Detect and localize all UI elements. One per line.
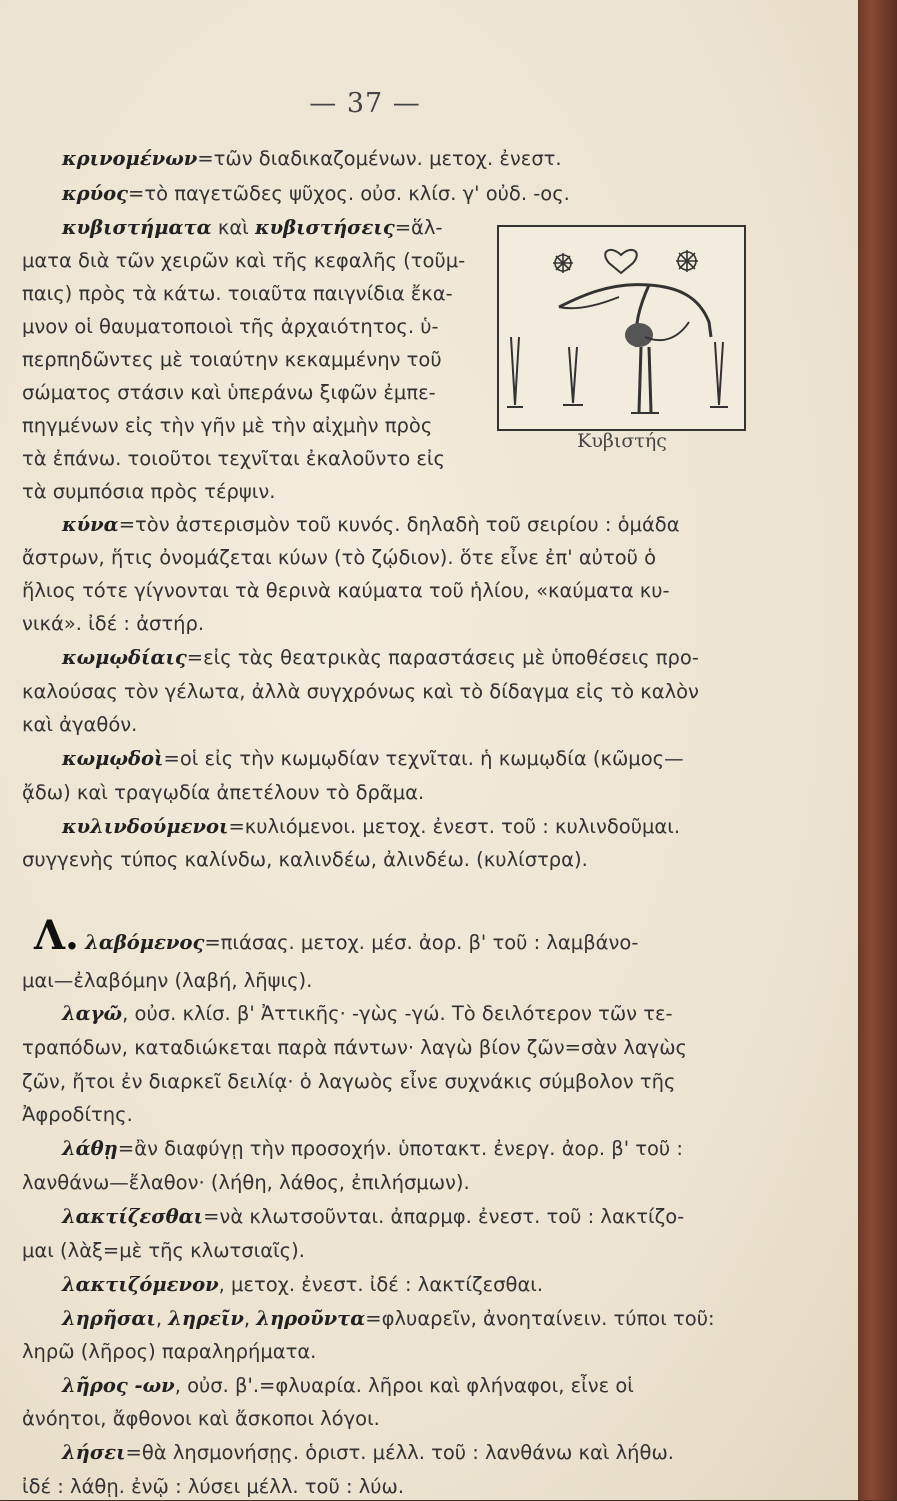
headword: λήσει [62,1441,126,1464]
text-line: λανθάνω—ἔλαθον· (λήθη, λάθος, ἐπιλήσμων). [22,1171,470,1194]
text-line: μνον οἱ θαυματοποιοὶ τῆς ἀρχαιότητος. ὑ- [22,315,439,338]
text-line: πηγμένων εἰς τὴν γῆν μὲ τὴν αἰχμὴν πρὸς [22,414,433,437]
text-line [62,1135,683,1163]
definition: =κυλιόμενοι. μετοχ. ἐνεστ. τοῦ : κυλινδοῦμαι. [228,815,681,838]
text-line [62,1000,673,1028]
headword: ληροῦντα [256,1307,366,1330]
text-line [62,813,680,841]
text-line: ἰδέ : λάθῃ. ἐνῷ : λύσει μέλλ. τοῦ : λύω. [22,1475,405,1498]
definition: =θὰ λησμονήσῃς. ὁριστ. μέλλ. τοῦ : λανθάνω καὶ λήθω. [125,1441,674,1464]
definition: , οὐσ. β'.=φλυαρία. λῆροι καὶ φλήναφοι, εἶνε οἱ [174,1374,634,1397]
text-line [62,145,562,173]
definition: =τὸ παγετῶδες ψῦχος. οὐσ. κλίσ. γ' οὐδ. -ος. [128,182,570,205]
headword: κρύος [62,182,128,205]
headword: λαγῶ [62,1002,123,1025]
text-line: μαι (λὰξ=μὲ τῆς κλωτσιαῖς). [22,1239,305,1262]
headword: ληρῆσαι [62,1307,156,1330]
text-line [62,1271,543,1299]
text-line: ἀνόητοι, ἄφθονοι καὶ ἄσκοποι λόγοι. [22,1407,380,1430]
text-line: ματα διὰ τῶν χειρῶν καὶ τῆς κεφαλῆς (τοῦμ- [22,249,466,272]
page-number: — 37 — [309,88,421,119]
text-line: Ἀφροδίτης. [22,1103,133,1126]
text-line: νικά». ἰδέ : ἀστήρ. [22,612,205,635]
star-icon [676,250,698,272]
definition: , μετοχ. ἐνεστ. ἰδέ : λακτίζεσθαι. [218,1273,544,1296]
definition: =οἱ εἰς τὴν κωμῳδίαν τεχνῖται. ἡ κωμῳδία (κῶμος— [163,747,684,770]
headword: λακτίζεσθαι [62,1205,204,1228]
text-line [62,1305,715,1333]
headword: λαβόμενος [85,931,205,954]
headword: λῆρος -ων [62,1374,175,1397]
heart-icon [605,250,637,273]
text-line [62,214,443,242]
text-line: μαι—ἐλαβόμην (λαβή, λῆψις). [22,969,313,992]
sword-icon [710,342,728,407]
text-line [62,745,684,773]
definition: =τὸν ἀστερισμὸν τοῦ κυνός. δηλαδὴ τοῦ σειρίου : ὁμάδα [118,513,680,536]
text-line: ἄστρων, ἥτις ὀνομάζεται κύων (τὸ ζῴδιον). ὅτε εἶνε ἐπ' αὐτοῦ ὁ [22,546,657,569]
text-line [62,180,570,208]
text-line [62,1439,674,1467]
definition: καὶ [211,216,255,239]
text-line: συγγενὴς τύπος καλίνδω, καλινδέω, ἀλινδέω. (κυλίστρα). [22,848,588,871]
text-line: ληρῶ (λῆρος) παραληρήματα. [22,1340,317,1363]
headword: λάθῃ [62,1137,118,1160]
headword: κύνα [62,513,119,536]
definition: , οὐσ. κλίσ. β' Ἀττικῆς· -γὼς -γώ. Τὸ δειλότερον τῶν τε- [122,1002,673,1025]
definition: =φλυαρεῖν, ἀνοηταίνειν. τύποι τοῦ: [365,1307,715,1330]
text-line: ᾄδω) καὶ τραγῳδία ἀπετέλουν τὸ δρᾶμα. [22,781,425,804]
headword: λακτιζόμενον [62,1273,219,1296]
definition: =ἂν διαφύγῃ τὴν προσοχήν. ὑποτακτ. ἐνεργ. ἀορ. β' τοῦ : [117,1137,683,1160]
text-line: καὶ ἀγαθόν. [22,713,138,736]
text-line: ζῶν, ἤτοι ἐν διαρκεῖ δειλίᾳ· ὁ λαγωὸς εἶνε συχνάκις σύμβολον τῆς [22,1070,676,1093]
acrobat-illustration [497,225,746,431]
book-binding [858,0,897,1500]
headword: κωμῳδίαις [62,646,187,669]
definition: =ἅλ- [394,216,443,239]
star-icon [553,253,573,273]
text-line: τραπόδων, καταδιώκεται παρὰ πάντων· λαγὼ βίον ζῶν=σὰν λαγὼς [22,1036,687,1059]
definition: =νὰ κλωτσοῦνται. ἀπαρμφ. ἐνεστ. τοῦ : λακτίζο- [203,1205,685,1228]
definition: =εἰς τὰς θεατρικὰς παραστάσεις μὲ ὑποθέσεις προ- [186,646,699,669]
headword: κωμῳδοὶ [62,747,164,770]
text-line: ἥλιος τότε γίγνονται τὰ θερινὰ καύματα τοῦ ἡλίου, «καύματα κυ- [22,579,670,602]
text-line: σώματος στάσιν καὶ ὑπεράνω ξιφῶν ἐμπε- [22,381,436,404]
headword: ληρεῖν [168,1307,244,1330]
definition: =πιάσας. μετοχ. μέσ. ἀορ. β' τοῦ : λαμβάνο- [204,931,639,954]
text-line: περπηδῶντες μὲ τοιαύτην κεκαμμένην τοῦ [22,348,442,371]
text-line [62,1372,634,1400]
text-line: παις) πρὸς τὰ κάτω. τοιαῦτα παιγνίδια ἔκα- [22,282,453,305]
definition: =τῶν διαδικαζομένων. μετοχ. ἐνεστ. [197,147,562,170]
sword-icon [507,337,523,407]
definition: , [243,1307,257,1330]
sword-icon [563,347,583,405]
definition: , [155,1307,169,1330]
section-letter: Λ. [34,912,79,959]
text-line [62,1203,684,1231]
headword: κρινομένων [62,147,198,170]
text-line: τὰ ἐπάνω. τοιοῦτοι τεχνῖται ἐκαλοῦντο εἰς [22,447,445,470]
headword: κυβιστήματα [62,216,212,239]
text-line [62,644,699,672]
headword: κυλινδούμενοι [62,815,229,838]
text-line [34,912,639,959]
text-line: καλούσας τὸν γέλωτα, ἀλλὰ συγχρόνως καὶ τὸ δίδαγμα εἰς τὸ καλὸν [22,680,699,703]
text-line: τὰ συμπόσια πρὸς τέρψιν. [22,480,276,503]
headword: κυβιστήσεις [254,216,395,239]
figure-caption: Κυβιστής [577,430,667,452]
text-line [62,511,680,539]
acrobat-drawing [499,227,744,429]
